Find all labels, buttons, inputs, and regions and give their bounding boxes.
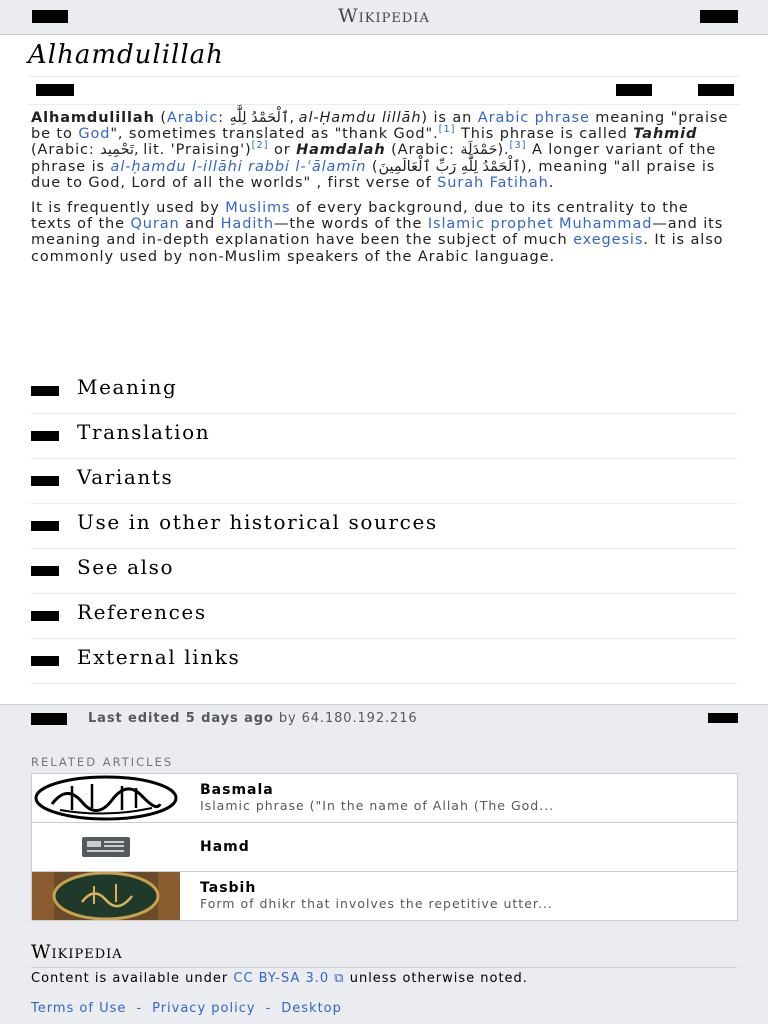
text: ) is an (421, 110, 478, 126)
article-lead (31, 110, 731, 274)
related-article-title: Basmala (200, 782, 274, 798)
text: (Arabic: تَحْمِيد, lit. 'Praising') (31, 142, 252, 159)
related-article-tasbih[interactable] (32, 872, 737, 920)
license-text: unless otherwise noted. (344, 971, 528, 986)
page-actions-bar (28, 78, 740, 105)
text: and (179, 216, 221, 233)
text: of every background, due to its centrality to the texts of the (31, 200, 689, 233)
watch-star-icon[interactable] (616, 84, 652, 96)
reference-1[interactable]: [1] (438, 124, 456, 136)
basmala-thumbnail (32, 774, 180, 822)
section-historical-sources[interactable] (31, 504, 737, 549)
link-hadith[interactable]: Hadith (220, 216, 274, 233)
chevron-down-icon (31, 656, 59, 666)
chevron-down-icon (31, 611, 59, 621)
clock-icon (31, 713, 67, 725)
related-article-description: Islamic phrase ("In the name of Allah (The God... (200, 798, 555, 813)
link-quran[interactable]: Quran (130, 216, 180, 233)
license-link[interactable]: CC BY-SA 3.0 (233, 971, 330, 986)
text: ( (154, 110, 167, 126)
language-icon[interactable] (36, 84, 74, 96)
terms-of-use-link[interactable]: Terms of Use (31, 1001, 127, 1016)
page-title: Alhamdulillah (28, 40, 224, 70)
section-external-links[interactable] (31, 639, 737, 684)
top-bar (0, 0, 768, 35)
separator: - (265, 1001, 272, 1016)
tasbih-thumbnail (32, 872, 180, 920)
search-icon[interactable] (700, 10, 738, 23)
page-footer-area (0, 733, 768, 1024)
license-notice (31, 973, 651, 986)
link-god[interactable]: God (78, 126, 111, 143)
article-sections (31, 369, 737, 684)
section-variants[interactable] (31, 459, 737, 504)
section-heading: Use in other historical sources (77, 510, 438, 534)
lead-paragraph-2 (31, 200, 731, 265)
tahmid-term: Tahmid (633, 126, 698, 143)
link-arabic[interactable]: Arabic (166, 110, 219, 126)
last-edited-bar[interactable] (0, 704, 768, 733)
section-references[interactable] (31, 594, 737, 639)
link-exegesis[interactable]: exegesis (573, 232, 644, 249)
section-heading: External links (77, 645, 241, 669)
related-article-title: Hamd (200, 839, 250, 855)
wikipedia-wordmark[interactable]: Wikipedia (338, 5, 430, 27)
bold-term: Alhamdulillah (31, 110, 155, 126)
edit-pencil-icon[interactable] (698, 84, 734, 96)
privacy-policy-link[interactable]: Privacy policy (152, 1001, 256, 1016)
section-see-also[interactable] (31, 549, 737, 594)
separator: - (136, 1001, 143, 1016)
section-heading: Meaning (77, 375, 178, 399)
text: ", sometimes translated as "thank God". (110, 126, 439, 143)
last-edited-text (88, 711, 418, 726)
footer-wikipedia-wordmark: Wikipedia (31, 941, 123, 963)
text: (Arabic: حَمْدَلَة). (385, 142, 510, 159)
related-article-description: Form of dhikr that involves the repetitive utter... (200, 896, 553, 911)
chevron-down-icon (31, 476, 59, 486)
link-longer-variant[interactable]: al-ḥamdu l-illāhi rabbi l-ʿālamīn (110, 158, 367, 175)
footer-divider (31, 967, 737, 968)
last-edited-user: by 64.180.192.216 (273, 711, 418, 726)
link-surah-fatihah[interactable]: Surah Fatihah (437, 174, 549, 191)
text: It is frequently used by (31, 200, 226, 217)
link-muslims[interactable]: Muslims (225, 200, 291, 217)
chevron-right-icon (708, 713, 738, 723)
section-heading: References (77, 600, 207, 624)
text: This phrase is called (455, 126, 634, 143)
text: (ٱلْحَمْدُ لِلَّٰهِ رَبِّ ٱلْعَالَمِينَ), meaning "all praise is due to God, Lord of all the worlds" , first verse of (31, 158, 716, 191)
article-placeholder-icon (32, 823, 180, 871)
calligraphy-image (32, 774, 180, 822)
text: . (548, 174, 555, 191)
text: or (268, 142, 297, 159)
link-islamic-prophet-muhammad[interactable]: Islamic prophet Muhammad (427, 216, 653, 233)
text: : ٱلْحَمْدُ لِلَّٰهِ, (218, 110, 299, 126)
text: meaning "praise be to (31, 110, 729, 143)
chevron-down-icon (31, 386, 59, 396)
text: —and its meaning and in-depth explanation have been the subject of much (31, 216, 724, 249)
desktop-link[interactable]: Desktop (281, 1001, 342, 1016)
reference-2[interactable]: [2] (251, 140, 269, 152)
chevron-down-icon (31, 431, 59, 441)
related-articles-list (31, 773, 738, 921)
section-heading: Variants (77, 465, 174, 489)
section-translation[interactable] (31, 414, 737, 459)
section-heading: See also (77, 555, 175, 579)
hamdalah-term: Hamdalah (296, 142, 386, 159)
reference-3[interactable]: [3] (509, 140, 527, 152)
footer-links (31, 1001, 342, 1016)
related-article-hamd[interactable] (32, 823, 737, 872)
hamd-thumbnail (32, 823, 180, 871)
text: —the words of the (273, 216, 428, 233)
section-meaning[interactable] (31, 369, 737, 414)
allah-medallion-image (32, 872, 180, 920)
chevron-down-icon (31, 566, 59, 576)
license-text: Content is available under (31, 971, 234, 986)
related-articles-heading: RELATED ARTICLES (31, 755, 174, 769)
external-link-icon: ⧉ (329, 971, 345, 986)
text: . It is also commonly used by non-Muslim speakers of the Arabic language. (31, 232, 724, 265)
chevron-down-icon (31, 521, 59, 531)
transliteration: al-Ḥamdu lillāh (298, 110, 422, 126)
section-heading: Translation (77, 420, 211, 444)
link-arabic-phrase[interactable]: Arabic phrase (477, 110, 590, 126)
title-divider (28, 76, 740, 77)
last-edited-time: Last edited 5 days ago (88, 711, 274, 726)
text: A longer variant of the phrase is (31, 142, 717, 175)
related-article-title: Tasbih (200, 880, 257, 896)
lead-paragraph-1 (31, 110, 731, 191)
related-article-basmala[interactable] (32, 774, 737, 823)
